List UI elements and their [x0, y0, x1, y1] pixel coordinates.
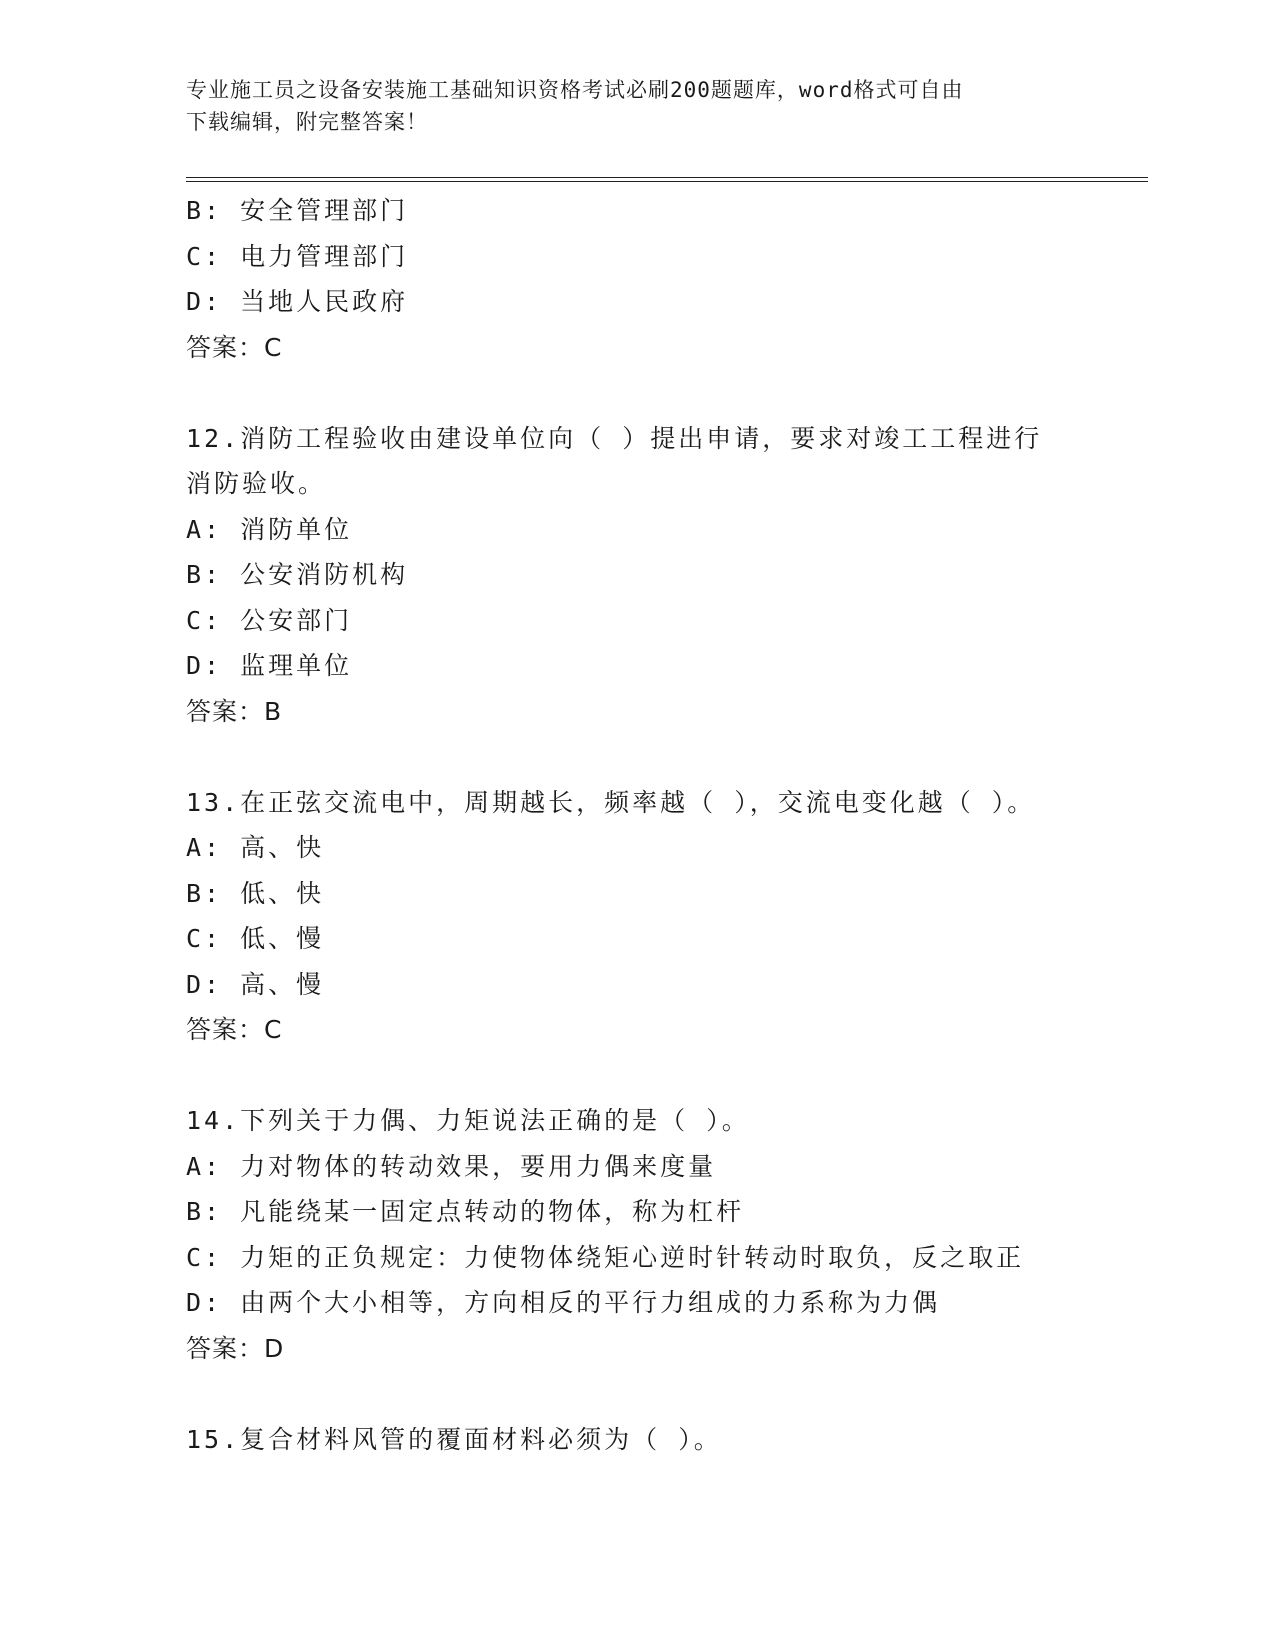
option-text: 公安消防机构: [240, 560, 409, 589]
option-letter: C:: [186, 924, 223, 953]
option-a: [186, 507, 1146, 553]
question-stem: 14.下列关于力偶、力矩说法正确的是（ ）。: [186, 1106, 750, 1135]
question-stem-continued: 消防验收。: [186, 469, 327, 498]
option-b: [186, 871, 1146, 917]
option-text: 公安部门: [240, 605, 353, 635]
header-divider-bottom: [186, 181, 1148, 182]
question-12: [186, 416, 1146, 735]
option-text: 低、快: [240, 878, 325, 908]
option-d: [186, 643, 1146, 689]
option-letter: A:: [186, 833, 223, 862]
option-d: [186, 962, 1146, 1008]
option-c: [186, 234, 1146, 280]
answer: 答案：B: [186, 696, 283, 726]
option-text: 监理单位: [240, 651, 353, 680]
option-d: [186, 279, 1146, 325]
answer: 答案：C: [186, 332, 283, 362]
option-letter: D:: [186, 287, 223, 316]
spacer: [186, 370, 1146, 416]
option-text: 电力管理部门: [240, 241, 409, 271]
answer: 答案：C: [186, 1015, 283, 1044]
option-text: 高、快: [240, 833, 325, 862]
option-d: [186, 1280, 1146, 1326]
question-stem: 13.在正弦交流电中，周期越长，频率越（ ），交流电变化越（ ）。: [186, 787, 1036, 817]
option-text: 高、慢: [240, 969, 325, 999]
answer: 答案：D: [186, 1333, 285, 1363]
header-divider-top: [186, 177, 1148, 178]
spacer: [186, 734, 1146, 780]
header-title-line-1: 专业施工员之设备安装施工基础知识资格考试必刷200题题库，word格式可自由: [186, 78, 964, 102]
option-text: 力矩的正负规定：力使物体绕矩心逆时针转动时取负，反之取正: [240, 1242, 1025, 1272]
option-letter: C:: [186, 605, 223, 635]
option-letter: D:: [186, 969, 223, 999]
option-text: 力对物体的转动效果，要用力偶来度量: [240, 1151, 717, 1181]
question-stem: 15.复合材料风管的覆面材料必须为（ ）。: [186, 1424, 722, 1454]
question-list: [186, 188, 1146, 1462]
option-text: 当地人民政府: [240, 287, 409, 316]
option-text: 低、慢: [240, 924, 325, 953]
option-text: 由两个大小相等，方向相反的平行力组成的力系称为力偶: [240, 1288, 941, 1317]
option-text: 安全管理部门: [240, 196, 409, 225]
document-header: [186, 74, 1066, 138]
option-c: [186, 598, 1146, 644]
option-letter: B:: [186, 560, 223, 589]
option-letter: A:: [186, 1151, 223, 1181]
option-letter: C:: [186, 1242, 223, 1272]
option-c: [186, 1235, 1146, 1281]
option-letter: C:: [186, 241, 223, 271]
spacer: [186, 1053, 1146, 1099]
question-13: [186, 780, 1146, 1053]
option-letter: B:: [186, 1197, 223, 1226]
option-a: [186, 1144, 1146, 1190]
question-15: [186, 1417, 1146, 1463]
option-b: [186, 188, 1146, 234]
option-letter: A:: [186, 514, 223, 544]
option-letter: B:: [186, 196, 223, 225]
option-text: 消防单位: [240, 514, 353, 544]
option-c: [186, 916, 1146, 962]
option-letter: D:: [186, 651, 223, 680]
option-a: [186, 825, 1146, 871]
question-11-tail: [186, 188, 1146, 370]
question-stem: 12.消防工程验收由建设单位向（ ）提出申请，要求对竣工工程进行: [186, 423, 1043, 453]
spacer: [186, 1371, 1146, 1417]
question-14: [186, 1098, 1146, 1371]
option-letter: D:: [186, 1288, 223, 1317]
option-b: [186, 552, 1146, 598]
option-b: [186, 1189, 1146, 1235]
header-title-line-2: 下载编辑，附完整答案！: [186, 110, 428, 134]
option-letter: B:: [186, 878, 223, 908]
option-text: 凡能绕某一固定点转动的物体，称为杠杆: [240, 1197, 745, 1226]
